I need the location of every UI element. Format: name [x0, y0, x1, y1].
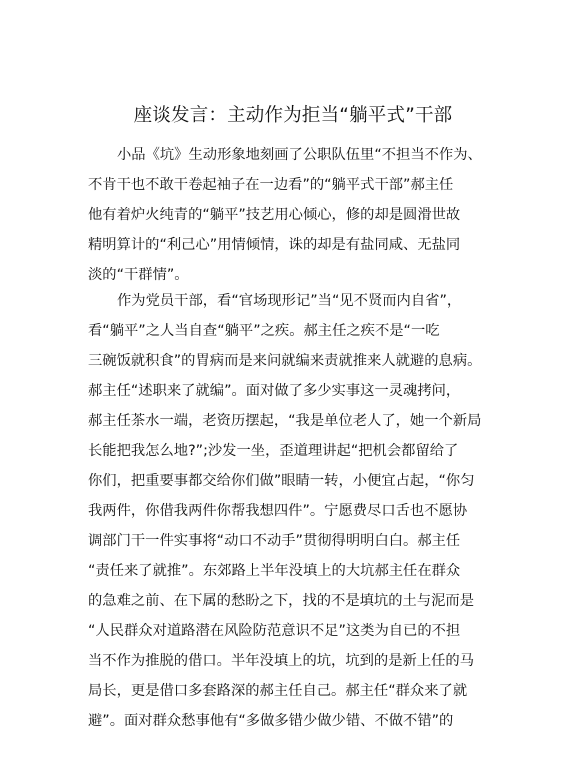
- paragraph-line: 不肯干也不敢干卷起袖子在一边看”的“躺平式干部”郝主任: [88, 177, 454, 193]
- paragraph-line: 局长，更是借口多套路深的郝主任自己。郝主任“群众来了就: [88, 683, 468, 699]
- paragraph-1: [88, 140, 528, 290]
- paragraph-line: 小品《坑》生动形象地刻画了公职队伍里“不担当不作为、: [117, 147, 482, 163]
- paragraph-line: 三碗饭就积食”的胃病而是来问就编来责就推来人就避的息病。: [88, 353, 482, 369]
- paragraph-line: 调部门干一件实事将“动口不动手”贯彻得明明白白。郝主任: [88, 533, 461, 549]
- paragraph-line: 我两件，你借我两件你帮我想四件”。宁愿费尽口舌也不愿协: [88, 503, 468, 519]
- paragraph-line: 作为党员干部，看“官场现形记”当“见不贤而内自省”，: [117, 293, 462, 309]
- paragraph-line: 郝主任茶水一端，老资历摆起，“我是单位老人了，她一个新局: [88, 413, 482, 429]
- paragraph-2: [88, 286, 528, 736]
- document-title: 座谈发言：主动作为拒当“躺平式”干部: [133, 105, 453, 126]
- paragraph-line: 你们，把重要事都交给你们做”眼睛一转，小便宜占起，“你匀: [88, 473, 475, 489]
- paragraph-line: 避”。面对群众愁事他有“多做多错少做少错、不做不错”的: [88, 713, 454, 729]
- paragraph-line: 看“躺平”之人当自查“躺平”之疾。郝主任之疾不是“一吃: [88, 323, 440, 339]
- paragraph-line: 他有着炉火纯青的“躺平”技艺用心倾心，修的却是圆滑世故: [88, 207, 461, 223]
- paragraph-line: 精明算计的“利己心”用情倾情，诛的却是有盐同咸、无盐同: [88, 237, 461, 253]
- paragraph-line: 的急难之前、在下属的愁盼之下，找的不是填坑的土与泥而是: [88, 593, 475, 609]
- paragraph-line: 当不作为推脱的借口。半年没填上的坑，坑到的是新上任的马: [88, 653, 475, 669]
- paragraph-line: 郝主任“述职来了就编”。面对做了多少实事这一灵魂拷问，: [88, 383, 461, 399]
- paragraph-line: “责任来了就推”。东郊路上半年没填上的大坑郝主任在群众: [88, 563, 461, 579]
- paragraph-line: 长能把我怎么地?”;沙发一坐，歪道理讲起“把机会都留给了: [88, 443, 459, 459]
- paragraph-line: 淡的“干群情”。: [88, 267, 189, 283]
- paragraph-line: “人民群众对道路潜在风险防范意识不足”这类为自已的不担: [88, 623, 461, 639]
